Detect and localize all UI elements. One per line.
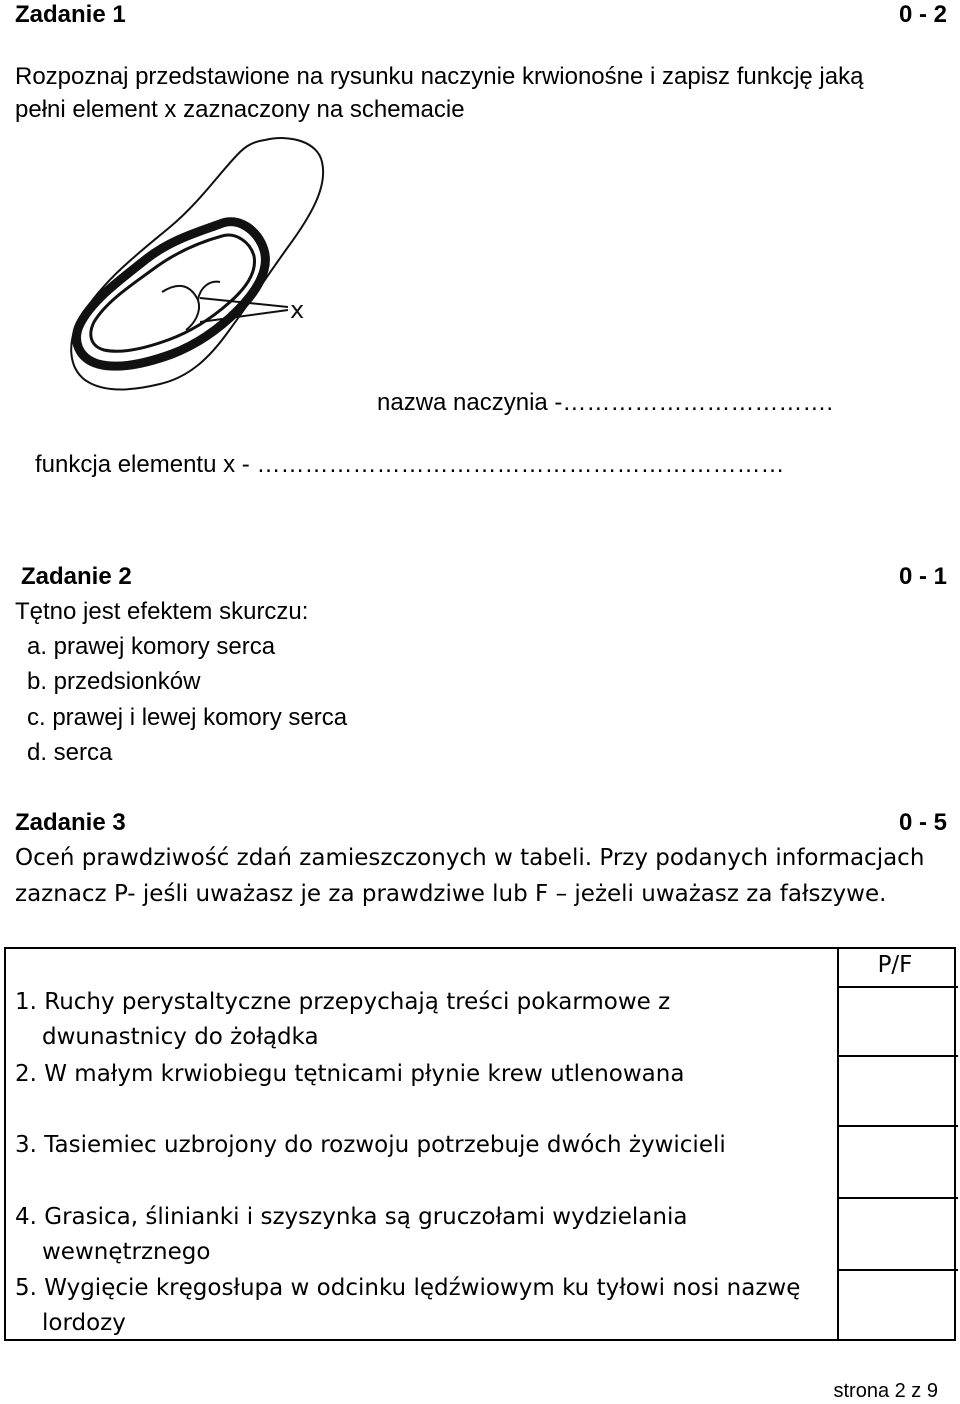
statement-text: 2. W małym krwiobiegu tętnicami płynie krew utlenowana xyxy=(15,1061,685,1087)
statement-text: 5. Wygięcie kręgosłupa w odcinku lędźwiowym ku tyłowi nosi nazwę xyxy=(15,1275,801,1301)
task2-title: Zadanie 2 xyxy=(21,563,132,590)
page-number: strona 2 z 9 xyxy=(833,1380,938,1402)
answer-cell-1[interactable] xyxy=(837,986,954,1053)
answer-cell-3[interactable] xyxy=(837,1125,954,1195)
statement-text: 4. Grasica, ślinianki i szyszynka są gruczołami wydzielania xyxy=(15,1204,688,1230)
statement-text: 3. Tasiemiec uzbrojony do rozwoju potrzebuje dwóch żywicieli xyxy=(15,1132,726,1158)
task2-question: Tętno jest efektem skurczu: xyxy=(15,598,309,625)
answer-cell-5[interactable] xyxy=(837,1269,954,1339)
task2-option-a[interactable]: a. prawej komory serca xyxy=(27,633,276,660)
task2-option-d[interactable]: d. serca xyxy=(27,739,113,766)
task3-question-line1: Oceń prawdziwość zdań zamieszczonych w tabeli. Przy podanych informacjach xyxy=(15,845,925,871)
statement-3 xyxy=(15,1128,726,1163)
function-prompt[interactable]: funkcja elementu x - ………………………………………………………… xyxy=(35,451,785,478)
statement-5 xyxy=(15,1271,800,1341)
statement-text: 1. Ruchy perystaltyczne przepychają treści pokarmowe z xyxy=(15,989,671,1015)
task3-title: Zadanie 3 xyxy=(15,809,126,836)
vessel-name-prompt[interactable]: nazwa naczynia -……………………………. xyxy=(377,389,834,416)
statement-1 xyxy=(15,985,670,1055)
statement-text-cont: wewnętrznego xyxy=(42,1239,211,1265)
figure-x-label: x xyxy=(290,296,305,324)
answer-cell-2[interactable] xyxy=(837,1055,954,1123)
task1-question-line1: Rozpoznaj przedstawione na rysunku naczynie krwionośne i zapisz funkcję jaką xyxy=(15,63,864,90)
blood-vessel-drawing xyxy=(60,132,360,422)
answer-cell-4[interactable] xyxy=(837,1197,954,1267)
statement-4 xyxy=(15,1200,687,1270)
task3-points: 0 - 5 xyxy=(898,809,947,836)
statement-text-cont: dwunastnicy do żołądka xyxy=(42,1024,319,1050)
task2-points: 0 - 1 xyxy=(898,563,947,590)
statement-2 xyxy=(15,1057,684,1092)
task2-option-b[interactable]: b. przedsionków xyxy=(27,668,201,695)
statement-text-cont: lordozy xyxy=(42,1310,126,1336)
task1-points: 0 - 2 xyxy=(898,1,947,28)
task3-question-line2: zaznacz P- jeśli uważasz je za prawdziwe lub F – jeżeli uważasz za fałszywe. xyxy=(15,881,887,907)
task1-question-line2: pełni element x zaznaczony na schemacie xyxy=(15,96,465,123)
task1-title: Zadanie 1 xyxy=(15,1,126,28)
task2-option-c[interactable]: c. prawej i lewej komory serca xyxy=(27,704,348,731)
pf-column-header: P/F xyxy=(877,952,913,978)
